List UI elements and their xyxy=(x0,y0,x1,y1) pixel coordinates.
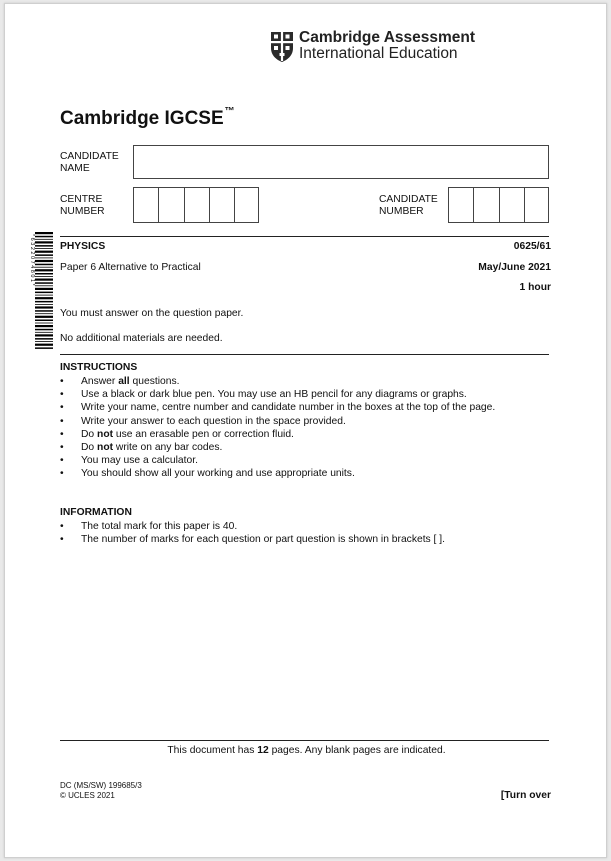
barcode xyxy=(27,232,53,350)
instruction-item: • You should show all your working and use appropriate units. xyxy=(60,468,355,480)
candidate-name-label: CANDIDATE NAME xyxy=(60,151,119,174)
instruction-item: • Do not use an erasable pen or correction fluid. xyxy=(60,428,294,440)
instructions-rule xyxy=(60,354,549,355)
copyright: © UCLES 2021 xyxy=(60,791,115,800)
information-list xyxy=(60,520,445,546)
information-heading: INFORMATION xyxy=(60,507,132,518)
instruction-item: • Answer all questions. xyxy=(60,376,180,387)
instruction-item: • Do not write on any bar codes. xyxy=(60,442,223,454)
instructions-list xyxy=(60,375,495,481)
logo-title: Cambridge Assessment xyxy=(299,29,476,46)
instruction-item: • Use a black or dark blue pen. You may use an HB pencil for any diagrams or graphs. xyxy=(60,389,467,401)
candidate-number-boxes[interactable] xyxy=(448,187,549,223)
document-reference xyxy=(60,781,142,801)
information-item: • The number of marks for each question or part question is shown in brackets [ ]. xyxy=(60,534,446,546)
trademark-mark: ™ xyxy=(224,105,235,117)
footer-rule xyxy=(60,740,549,741)
materials-note: No additional materials are needed. xyxy=(60,333,223,344)
exam-session: May/June 2021 xyxy=(478,262,551,273)
answer-note: You must answer on the question paper. xyxy=(60,308,244,319)
cambridge-shield-icon xyxy=(270,31,294,63)
barcode-text: * 6 3 2 2 0 7 4 8 0 1 * xyxy=(29,234,35,286)
exam-duration: 1 hour xyxy=(519,282,551,293)
instructions-heading: INSTRUCTIONS xyxy=(60,362,138,373)
doc-ref-code: DC (MS/SW) 199685/3 xyxy=(60,781,142,790)
candidate-number-label: CANDIDATE NUMBER xyxy=(379,194,438,217)
title-text: Cambridge IGCSE xyxy=(60,108,224,129)
turn-over: [Turn over xyxy=(500,790,551,801)
subject-name: PHYSICS xyxy=(60,241,106,252)
instruction-item: • You may use a calculator. xyxy=(60,455,198,467)
centre-number-label: CENTRE NUMBER xyxy=(60,194,105,217)
instruction-item: • Write your name, centre number and candidate number in the boxes at the top of the page. xyxy=(60,402,496,414)
candidate-name-box[interactable] xyxy=(133,145,549,179)
information-item: • The total mark for this paper is 40. xyxy=(60,521,238,532)
qualification-title xyxy=(60,105,235,130)
centre-number-boxes[interactable] xyxy=(133,187,259,223)
page-count-note: This document has 12 pages. Any blank pages are indicated. xyxy=(167,745,446,756)
logo-subtitle: International Education xyxy=(299,45,458,62)
instruction-item: • Write your answer to each question in the space provided. xyxy=(60,415,346,427)
paper-name: Paper 6 Alternative to Practical xyxy=(60,262,201,273)
exam-cover-page xyxy=(4,3,607,858)
paper-code: 0625/61 xyxy=(513,241,551,252)
top-rule xyxy=(60,236,549,237)
